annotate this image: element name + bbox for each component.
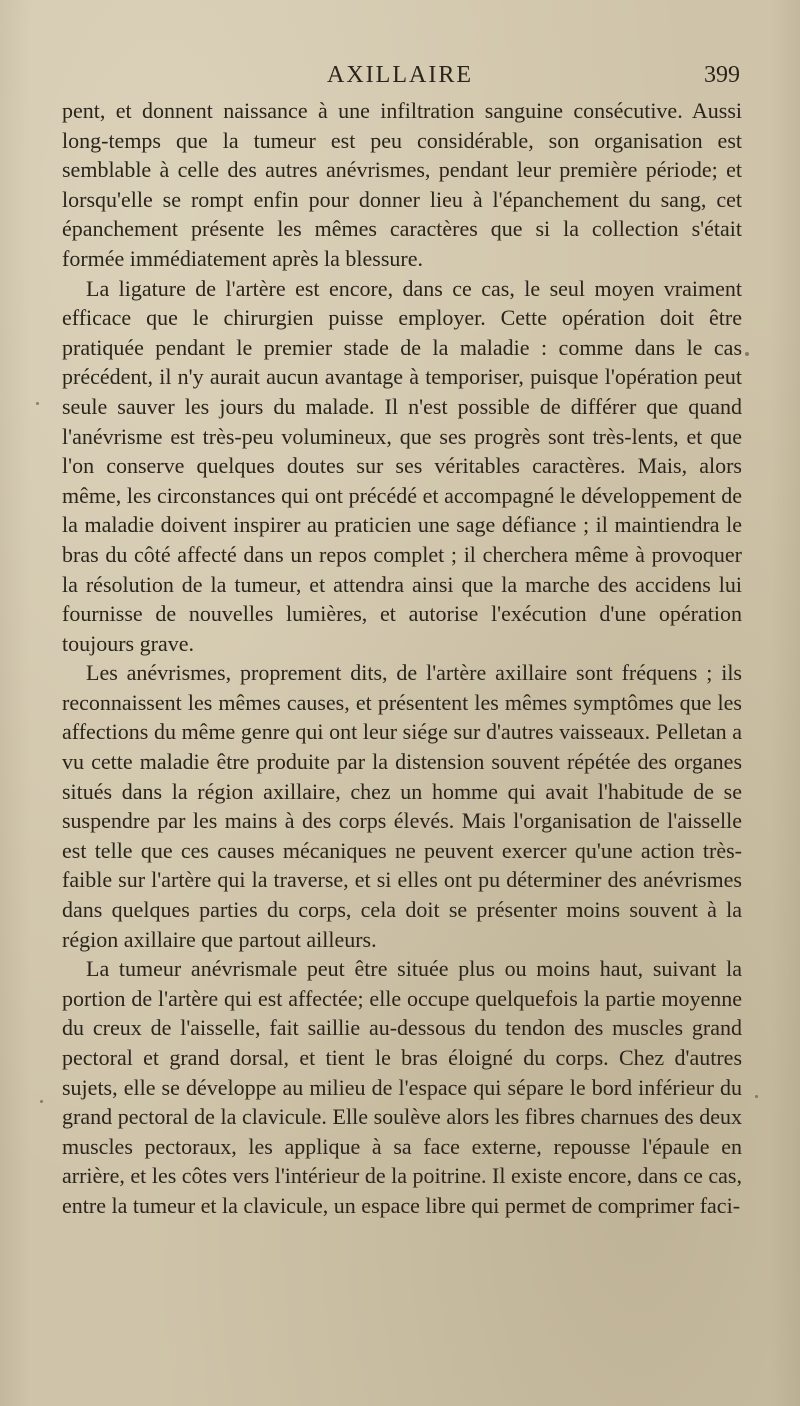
paragraph-ligature: La ligature de l'artère est encore, dans ce cas, le seul moyen vraiment efficace que le chirurgien puisse employer. Cette opération doit être pratiquée pendant le premier stade de la maladie : comme dans le cas précédent, il n'y aurait aucun avantage à temporiser, puisque l'opération peut seule sauver les jours du malade. Il n'est possible de différer que quand l'anévrisme est très-peu volumineux, que ses progrès sont très-lents, et que l'on conserve quelques doutes sur ses véritables caractères. Mais, alors même, les circonstances qui ont précédé et accompagné le développement de la maladie doivent inspirer au praticien une sage défiance ; il maintiendra le bras du côté affecté dans un repos complet ; il cherchera même à provoquer la résolution de la tumeur, et attendra ainsi que la marche des accidens lui fournisse de nouvelles lumières, et autorise l'exécution d'une opération toujours grave.: [62, 275, 742, 656]
paper-speck: [40, 1100, 43, 1103]
running-head: [60, 62, 740, 98]
paragraph-tumeur: La tumeur anévrismale peut être située plus ou moins haut, suivant la portion de l'artère qui est affectée; elle occupe quelquefois la partie moyenne du creux de l'aisselle, fait saillie au-dessous du tendon des muscles grand pectoral et grand dorsal, et tient le bras éloigné du corps. Chez d'autres sujets, elle se développe au milieu de l'espace qui sépare le bord inférieur du grand pectoral de la clavicule. Elle soulève alors les fibres charnues des deux muscles pectoraux, les applique à sa face externe, repousse l'épaule en arrière, et les côtes vers l'intérieur de la poitrine. Il existe encore, dans ce cas, entre la tumeur et la clavicule, un espace libre qui permet de comprimer faci-: [62, 956, 742, 1218]
paper-speck: [36, 402, 39, 405]
paper-speck: [755, 1095, 758, 1098]
running-title: AXILLAIRE: [327, 62, 473, 88]
body-text: [62, 96, 742, 1221]
page-number: 399: [704, 62, 740, 88]
paragraph-anevrismes: Les anévrismes, proprement dits, de l'artère axillaire sont fréquens ; ils reconnaissent les mêmes causes, et présentent les mêmes symptômes que les affections du même genre qui ont leur siége sur d'autres vaisseaux. Pelletan a vu cette maladie être produite par la distension souvent répétée des organes situés dans la région axillaire, chez un homme qui avait l'habitude de se suspendre par les mains à des corps élevés. Mais l'organisation de l'aisselle est telle que ces causes mécaniques ne peuvent exercer qu'une action très-faible sur l'artère qui la traverse, et si elles ont pu déterminer des anévrismes dans quelques parties du corps, cela doit se présenter moins souvent à la région axillaire que partout ailleurs.: [62, 660, 742, 952]
paper-speck: [745, 352, 749, 356]
paragraph-continuation: pent, et donnent naissance à une infiltration sanguine consécutive. Aussi long-temps que la tumeur est peu considérable, son organisation est semblable à celle des autres anévrismes, pendant leur première période; et lorsqu'elle se rompt enfin pour donner lieu à l'épanchement du sang, cet épanchement présente les mêmes caractères que si la collection s'était formée immédiatement après la blessure.: [62, 98, 742, 271]
